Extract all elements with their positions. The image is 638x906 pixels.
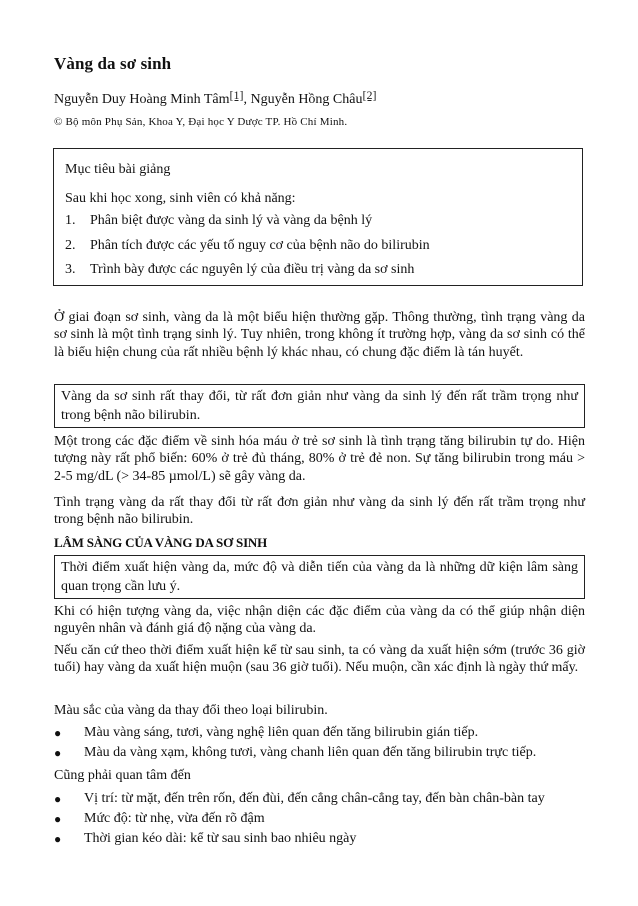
objectives-heading: Mục tiêu bài giảng — [65, 162, 171, 177]
author-1: Nguyễn Duy Hoàng Minh Tâm — [54, 92, 230, 107]
list-item — [54, 809, 585, 829]
list-item-text: Màu da vàng xạm, không tươi, vàng chanh liên quan đến tăng bilirubin trực tiếp. — [84, 745, 537, 760]
objective-text: Phân biệt được vàng da sinh lý và vàng da bệnh lý — [90, 213, 373, 228]
author-separator: , — [243, 92, 251, 107]
list-item-text: Mức độ: từ nhẹ, vừa đến rõ đậm — [84, 811, 265, 826]
intro-paragraph: Ở giai đoạn sơ sinh, vàng da là một biểu hiện thường gặp. Thông thường, tình trạng vàng da sơ sinh là một tình trạng sinh lý. Tuy nhiên, trong không ít trường hợp, vàng da sơ sinh có thể là biểu hiện chung của rất nhiều bệnh lý khác nhau, có chung đặc điểm là tán huyết. — [54, 310, 585, 360]
page-title: Vàng da sơ sinh — [54, 54, 172, 73]
objective-item — [65, 258, 430, 283]
timing-paragraph: Nếu căn cứ theo thời điểm xuất hiện kể từ sau sinh, ta có vàng da xuất hiện sớm (trước 36 giờ tuổi) hay vàng da xuất hiện muộn (sau 36 giờ tuổi). Nếu muộn, cần xác định là ngày thứ mấy. — [54, 643, 585, 676]
color-paragraph: Màu sắc của vàng da thay đổi theo loại bilirubin. — [54, 703, 328, 718]
objective-item — [65, 234, 430, 259]
objective-item — [65, 209, 430, 234]
note-box-2: Thời điểm xuất hiện vàng da, mức độ và diễn tiến của vàng da là những dữ kiện lâm sàng quan trọng cần lưu ý. — [54, 555, 585, 599]
list-item-text: Màu vàng sáng, tươi, vàng nghệ liên quan đến tăng bilirubin gián tiếp. — [84, 725, 479, 740]
list-item — [54, 789, 585, 809]
bullet-icon: ● — [54, 812, 62, 826]
objective-text: Phân tích được các yếu tố nguy cơ của bệnh não do bilirubin — [90, 237, 430, 253]
color-bullet-list — [54, 723, 585, 763]
note-box-1: Vàng da sơ sinh rất thay đổi, từ rất đơn giản như vàng da sinh lý đến rất trầm trọng như trong bệnh não bilirubin. — [54, 384, 585, 428]
objective-number: 3. — [65, 262, 76, 277]
bullet-icon: ● — [54, 832, 62, 846]
list-item — [54, 829, 585, 849]
objectives-list — [65, 209, 430, 283]
affiliation: © Bộ môn Phụ Sản, Khoa Y, Đại học Y Dược TP. Hồ Chí Minh. — [54, 116, 348, 128]
bullet-icon: ● — [54, 746, 62, 760]
objectives-intro: Sau khi học xong, sinh viên có khả năng: — [65, 191, 296, 206]
authors-line — [54, 88, 377, 108]
concern-bullet-list — [54, 789, 585, 849]
reference-link-2[interactable]: [2] — [362, 88, 377, 102]
objective-number: 1. — [65, 213, 76, 228]
objectives-box — [53, 148, 583, 286]
objective-text: Trình bày được các nguyên lý của điều trị vàng da sơ sinh — [90, 262, 415, 277]
objective-number: 2. — [65, 237, 76, 253]
bullet-icon: ● — [54, 792, 62, 806]
concern-paragraph: Cũng phải quan tâm đến — [54, 768, 191, 783]
reference-link-1[interactable]: [1] — [229, 88, 244, 102]
bullet-icon: ● — [54, 726, 62, 740]
author-2: Nguyễn Hồng Châu — [250, 92, 363, 107]
list-item-text: Vị trí: từ mặt, đến trên rốn, đến đùi, đến cẳng chân-cẳng tay, đến bàn chân-bàn tay — [84, 791, 545, 806]
bilirubin-paragraph: Một trong các đặc điểm về sinh hóa máu ở trẻ sơ sinh là tình trạng tăng bilirubin tự do. Hiện tượng này rất phổ biến: 60% ở trẻ đủ tháng, 80% ở trẻ đẻ non. Sự tăng bilirubin trong máu > 2-5 mg/dL (> 34-85 µmol/L) sẽ gây vàng da. — [54, 434, 585, 484]
list-item — [54, 743, 585, 763]
list-item-text: Thời gian kéo dài: kể từ sau sinh bao nhiêu ngày — [84, 831, 357, 846]
section-heading: LÂM SÀNG CỦA VÀNG DA SƠ SINH — [54, 535, 268, 550]
identification-paragraph: Khi có hiện tượng vàng da, việc nhận diện các đặc điểm của vàng da có thể giúp nhận diện nguyên nhân và đánh giá độ nặng của vàng da. — [54, 604, 585, 637]
list-item — [54, 723, 585, 743]
severity-paragraph: Tình trạng vàng da rất thay đổi từ rất đơn giản như vàng da sinh lý đến rất trầm trọng như trong bệnh não bilirubin. — [54, 495, 585, 528]
